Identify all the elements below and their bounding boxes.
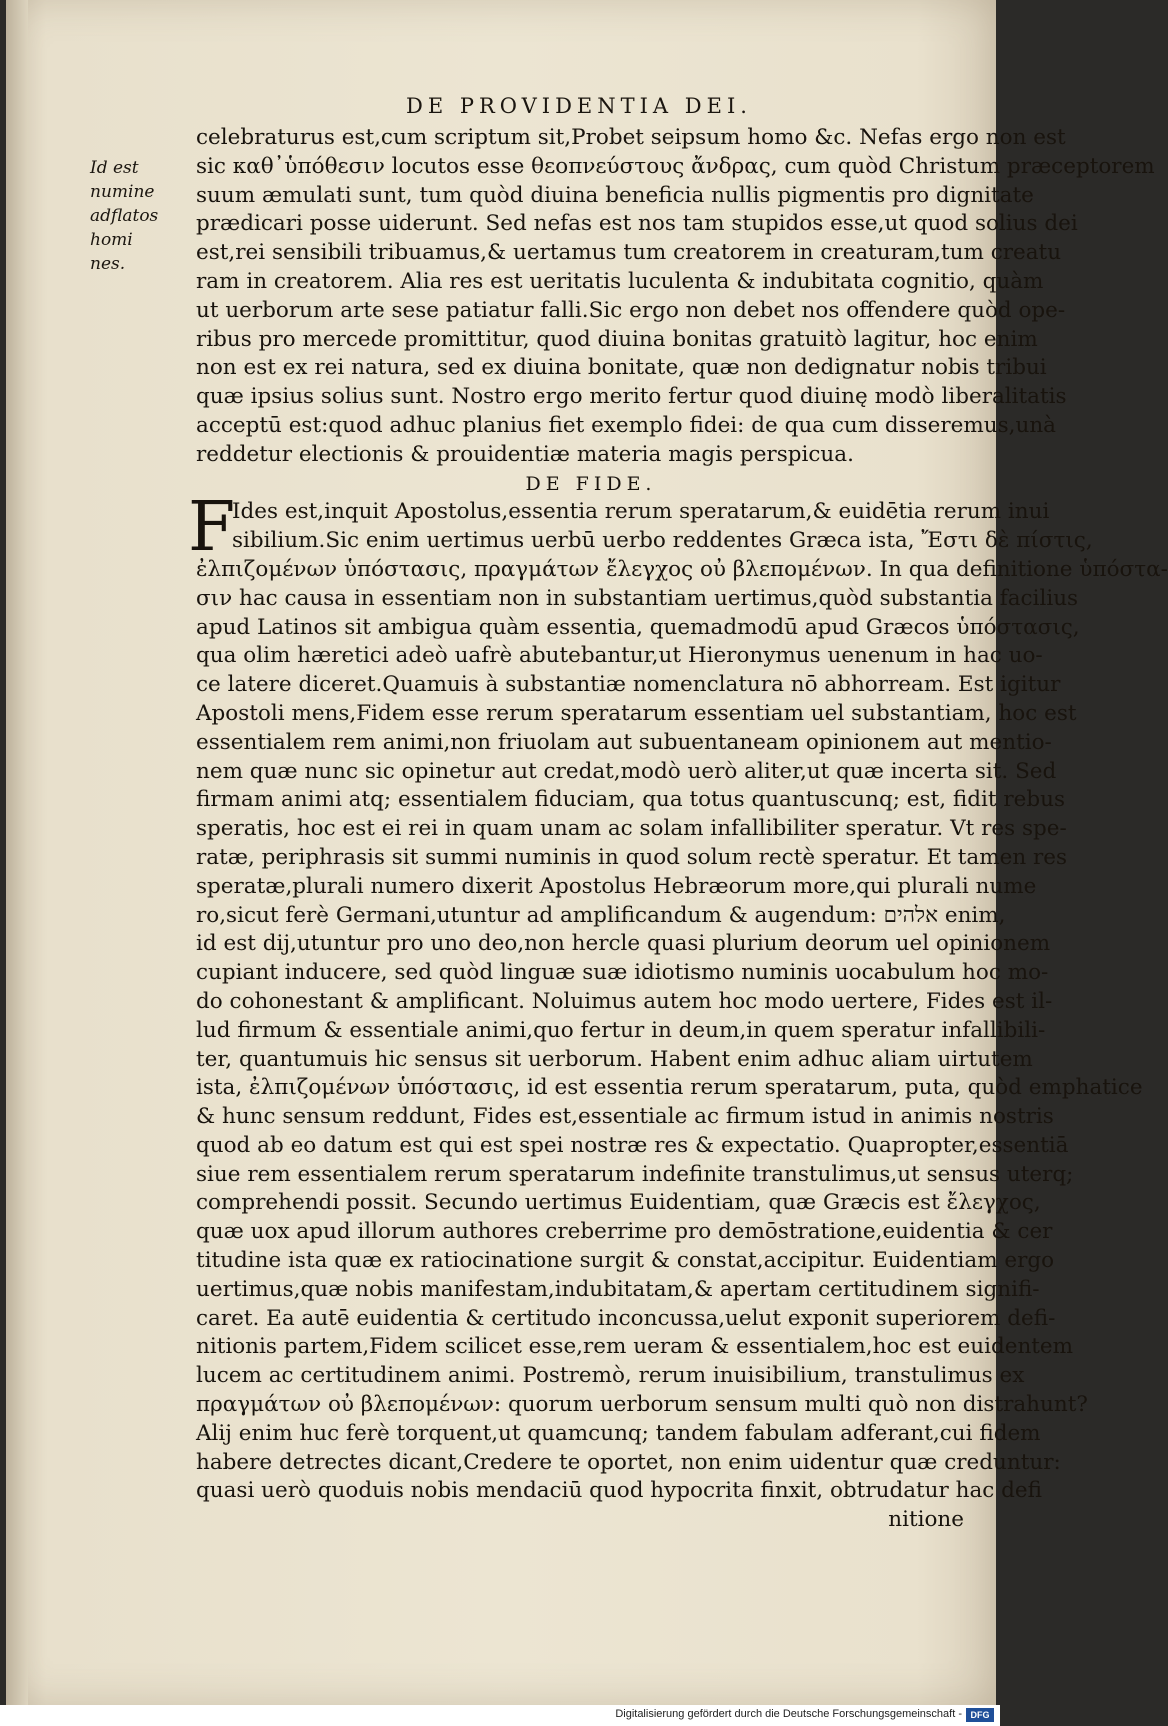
text-line: apud Latinos sit ambigua quàm essentia, quemadmodū apud Græcos ὑπόστασις,	[196, 614, 1080, 640]
text-line: caret. Ea autē euidentia & certitudo inconcussa,uelut exponit superiorem defi-	[196, 1305, 1056, 1331]
dfg-logo-icon: DFG	[966, 1708, 994, 1722]
text-line: lucem ac certitudinem animi. Postremò, rerum inuisibilium, transtulimus ex	[196, 1363, 1025, 1389]
text-line: do cohonestant & amplificant. Noluimus autem hoc modo uertere, Fides est il-	[196, 988, 1053, 1014]
text-line: firmam animi atq; essentialem fiduciam, qua totus quantuscunq; est, fidit rebus	[196, 787, 1065, 813]
text-line: sic καθ᾽ὑπόθεσιν locutos esse θεοπνεύστους ἄνδρας, cum quòd Christum præceptorem	[196, 153, 1155, 179]
text-line: ut uerborum arte sese patiatur falli.Sic ergo non debet nos offendere quòd ope-	[196, 297, 1066, 323]
funding-credit: Digitalisierung gefördert durch die Deutsche Forschungsgemeinschaft -	[615, 1708, 962, 1720]
margin-note	[90, 156, 190, 276]
text-line: nitionis partem,Fidem scilicet esse,rem ueram & essentialem,hoc est euidentem	[196, 1334, 1074, 1360]
margin-note-line: adflatos homi	[90, 206, 159, 250]
text-line: quod ab eo datum est qui est spei nostræ res & expectatio. Quapropter,essentiā	[196, 1132, 1069, 1158]
text-line: lud firmum & essentiale animi,quo fertur in deum,in quem speratur infallibili-	[196, 1017, 1046, 1043]
text-line: quæ ipsius solius sunt. Nostro ergo merito fertur quod diuinę modò liberalitatis	[196, 384, 1067, 410]
text-line: speratis, hoc est ei rei in quam unam ac solam infallibiliter speratur. Vt res spe-	[196, 816, 1067, 842]
text-line: uertimus,quæ nobis manifestam,indubitatam,& apertam certitudinem signifi-	[196, 1276, 1040, 1302]
text-line: ro,sicut ferè Germani,utuntur ad amplificandum & augendum: אלהים enim,	[196, 902, 1006, 928]
text-line: sibilium.Sic enim uertimus uerbū uerbo reddentes Græca ista, Ἔστι δὲ πίστις,	[232, 528, 1093, 554]
text-line: ἐλπιζομένων ὑπόστασις, πραγμάτων ἔλεγχος οὐ βλεπομένων. In qua definitione ὑπόστα-	[196, 556, 1168, 582]
text-line: comprehendi possit. Secundo uertimus Euidentiam, quæ Græcis est ἔλεγχος,	[196, 1190, 1041, 1216]
running-head: DE PROVIDENTIA DEI.	[406, 94, 752, 118]
text-line: siue rem essentialem rerum speratarum indefinite transtulimus,ut sensus uterq;	[196, 1161, 1074, 1187]
text-line: & hunc sensum reddunt, Fides est,essentiale ac firmum istud in animis nostris	[196, 1104, 1054, 1130]
book-page	[6, 0, 1168, 1705]
text-line: ter, quantumuis hic sensus sit uerborum. Habent enim adhuc aliam uirtutem	[196, 1046, 1033, 1072]
page-gutter	[6, 0, 28, 1705]
paragraph-2	[188, 488, 1168, 1535]
text-line: ribus pro mercede promittitur, quod diuina bonitas gratuitò lagitur, hoc enim	[196, 326, 1038, 352]
text-line: ratæ, periphrasis sit summi numinis in quod solum rectè speratur. Et tamen res	[196, 844, 1068, 870]
text-line: id est dij,utuntur pro uno deo,non hercle quasi plurium deorum uel opinionem	[196, 931, 1051, 957]
text-line: reddetur electionis & prouidentiæ materia magis perspicua.	[196, 441, 854, 467]
text-line: acceptū est:quod adhuc planius fiet exemplo fidei: de qua cum disseremus,unà	[196, 412, 1056, 438]
text-line: ram in creatorem. Alia res est ueritatis luculenta & indubitata cognitio, quàm	[196, 268, 1044, 294]
text-line: Apostoli mens,Fidem esse rerum speratarum essentiam uel substantiam, hoc est	[196, 700, 1077, 726]
text-line: Ides est,inquit Apostolus,essentia rerum speratarum,& euidētia rerum inui	[232, 499, 1050, 525]
text-line: celebraturus est,cum scriptum sit,Probet seipsum homo &c. Nefas ergo non est	[196, 125, 1066, 150]
text-line: ce latere diceret.Quamuis à substantiæ nomenclatura nō abhorream. Est igitur	[196, 672, 1061, 698]
section-heading: DE FIDE.	[525, 472, 657, 495]
text-line: est,rei sensibili tribuamus,& uertamus tum creatorem in creaturam,tum creatu	[196, 240, 1062, 266]
text-line: habere detrectes dicant,Credere te oportet, non enim uidentur quæ creduntur:	[196, 1449, 1061, 1475]
text-line: prædicari posse uiderunt. Sed nefas est nos tam stupidos esse,ut quod solius dei	[196, 211, 1078, 237]
text-line: qua olim hæretici adeò uafrè abutebantur,ut Hieronymus uenenum in hac uo-	[196, 643, 1043, 669]
drop-cap: F	[188, 488, 236, 568]
text-line: suum æmulati sunt, tum quòd diuina beneficia nullis pigmentis pro dignitate	[196, 182, 1034, 208]
text-line: πραγμάτων οὐ βλεπομένων: quorum uerborum sensum multi quò non distrahunt?	[196, 1392, 1088, 1418]
paragraph-1	[196, 124, 1155, 470]
text-line: nem quæ nunc sic opinetur aut credat,modò uerò aliter,ut quæ incerta sit. Sed	[196, 758, 1057, 784]
text-line: quasi uerò quoduis nobis mendaciū quod hypocrita finxit, obtrudatur hac defi	[196, 1478, 1042, 1504]
footer-bar	[0, 1705, 1000, 1726]
text-line: speratæ,plurali numero dixerit Apostolus Hebræorum more,qui plurali nume	[196, 873, 1037, 899]
margin-note-line: Id est numine	[90, 158, 155, 202]
main-text	[188, 124, 1168, 1535]
text-line: titudine ista quæ ex ratiocinatione surgit & constat,accipitur. Euidentiam ergo	[196, 1248, 1055, 1274]
text-line: quæ uox apud illorum authores creberrime pro demōstratione,euidentia & cer	[196, 1219, 1053, 1245]
text-line: Alij enim huc ferè torquent,ut quamcunq; tandem fabulam adferant,cui fidem	[196, 1420, 1041, 1446]
text-line: ista, ἐλπιζομένων ὑπόστασις, id est essentia rerum speratarum, puta, quòd emphatice	[196, 1075, 1143, 1101]
text-line: essentialem rem animi,non friuolam aut subuentaneam opinionem aut mentio-	[196, 729, 1052, 755]
catchword: nitione	[888, 1507, 964, 1533]
text-line: cupiant inducere, sed quòd linguæ suæ idiotismo numinis uocabulum hoc mo-	[196, 960, 1049, 986]
text-line: non est ex rei natura, sed ex diuina bonitate, quæ non dedignatur nobis tribui	[196, 355, 1047, 381]
text-line: σιν hac causa in essentiam non in substantiam uertimus,quòd substantia facilius	[196, 585, 1079, 611]
margin-note-line: nes.	[90, 254, 126, 274]
